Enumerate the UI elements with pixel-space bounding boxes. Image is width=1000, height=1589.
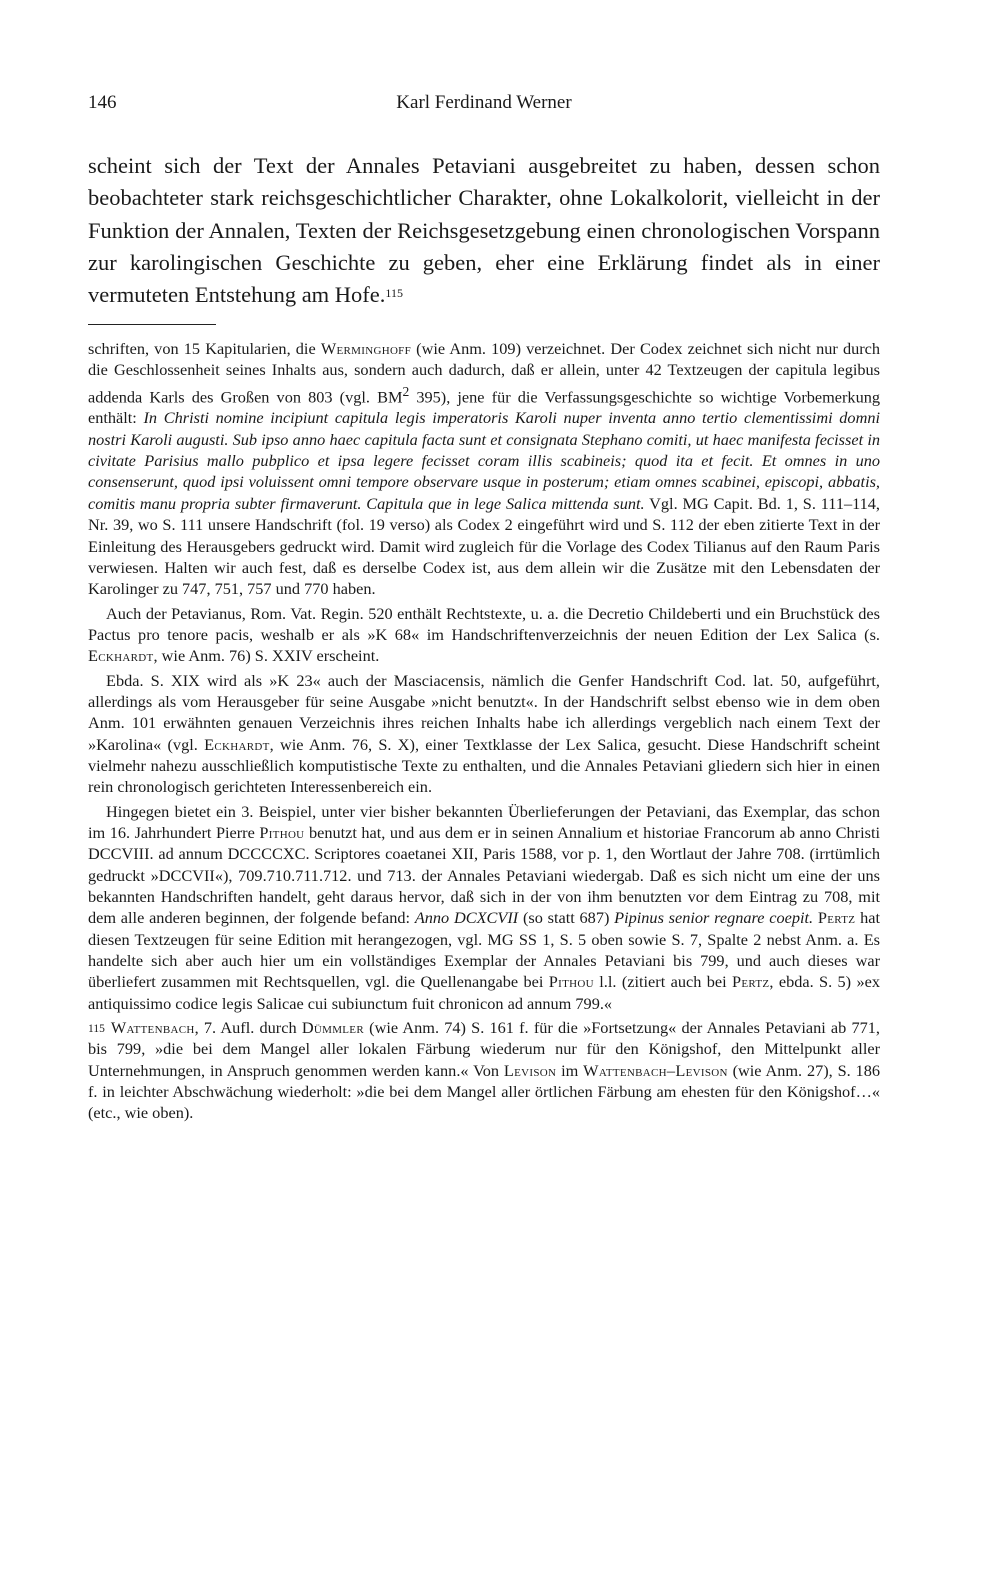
note-text: (wie Anm. 74) S. 161 f. für die »Fortsetzung« der Annales Petaviani ab 771, bis 799, »die bei dem Mangel aller lokalen Färbung wiederum nur für den Königshof, den Mittelpunkt aller Unternehmungen, in Anspruch genommen werden kann.« Von [88, 1018, 881, 1080]
note-text: , wie Anm. 76) S. XXIV erscheint. [153, 646, 380, 666]
note-text: (so statt 687) [518, 908, 615, 928]
author-name: Pithou [548, 972, 594, 992]
main-paragraph [88, 150, 880, 311]
footnote-number: 115 [88, 1023, 105, 1036]
note-paragraph [88, 801, 880, 1014]
note-text: , 7. Aufl. durch [194, 1018, 302, 1038]
footnote-continuation [88, 338, 880, 600]
note-text: Ebda. S. XIX wird als »K 23« auch der Masciacensis, nämlich die Genfer Handschrift Cod. lat. 50, aufgeführt, allerdings als vom Herausgeber für seine Ausgabe »nicht benutzt«. In der Handschrift selbst ebenso wie in dem oben Anm. 101 erwähnten genauen Verzeichnis ihres reichen Inhalts habe ich allerdings vergeblich nach einem Text der »Karolina« (vgl. [88, 670, 880, 754]
note-paragraph [88, 603, 880, 667]
note-text: (wie Anm. 27), S. 186 f. in leichter Abschwächung wiederholt: »die bei dem Mangel aller örtlichen Färbung am ehesten für den Königshof…« (etc., wie oben). [88, 1060, 880, 1123]
running-head: Karl Ferdinand Werner [396, 92, 572, 113]
author-name: Eckhardt [204, 734, 270, 754]
latin-quote: In Christi nomine incipiunt capitula legis imperatoris Karoli nuper inventa anno tertio clementissimi domni nostri Karoli augusti. Sub ipso anno haec capitula facta sunt et consignata Stephano comiti, ut haec manifesta fecisset in civitate Parisius mallo pubplico et ipsa legere fecisset coram illis scabineis; quod ita et fecit. Et omnes in uno consenserunt, quod ipsi voluissent omni tempore observare usque in posterum; etiam omnes scabinei, episcopi, abbatis, comitis manu propria subter firmaverunt. Capitula que in lege Salica mittenda sunt. [88, 408, 880, 513]
author-name: Pithou [259, 822, 305, 842]
author-name: Dümmler [301, 1018, 364, 1038]
note-text: Vgl. MG Capit. Bd. 1, S. 111–114, Nr. 39, wo S. 111 unsere Handschrift (fol. 19 verso) als Codex 2 eingeführt wird und S. 112 der eben zitierte Text in der Einleitung des Herausgebers gedruckt wird. Damit wird zugleich für die Vorlage des Codex Tilianus auf den Raum Paris verwiesen. Halten wir auch fest, daß es derselbe Codex ist, aus dem allein wir die Zusätze mit den Lebensdaten der Karolinger zu 747, 751, 757 und 770 haben. [88, 493, 881, 599]
author-name: Werminghoff [320, 339, 412, 358]
note-text: 395), jene für die Verfassungsgeschichte so wichtige Vorbemerkung enthält: [88, 387, 880, 428]
note-text: , ebda. S. 5) »ex antiquissimo codice legis Salicae cui subiunctum fuit chronicon ad annum 799.« [88, 972, 880, 1013]
main-text: scheint sich der Text der Annales Petaviani ausgebreitet zu haben, dessen schon beobachteter stark reichsgeschichtlicher Charakter, ohne Lokalkolorit, vielleicht in der Funktion der Annalen, Texten der Reichsgesetzgebung einen chronologischen Vorspann zur karolingischen Geschichte zu geben, eher eine Erklärung findet als in einer vermuteten Entstehung am Hofe. [88, 153, 880, 308]
author-name: Wattenbach [110, 1018, 195, 1038]
note-paragraph [88, 670, 880, 798]
page-number: 146 [88, 92, 117, 113]
note-text: im [556, 1060, 584, 1080]
note-text: benutzt hat, und aus dem er in seinen Annalium et historiae Francorum ab anno Christi DCCVIII. ad annum DCCCCXC. Scriptores coaetanei XII, Paris 1588, vor p. 1, den Wortlaut der Jahre 708. (irrtümlich gedruckt »DCCVII«), 709.710.711.712. und 713. der Annales Petaviani wiedergab. Daß es sich nicht um eine der uns bekannten Handschriften handelt, geht daraus hervor, daß sich in der von ihm benutzten vor dem Eintrag zu 708, mit dem alle anderen beginnen, der folgende befand: [88, 822, 880, 928]
note-text: (wie Anm. 109) verzeichnet. Der Codex zeichnet sich nicht nur durch die Geschlossenheit seines Inhalts aus, sondern auch dadurch, daß er allein, unter 42 Textzeugen der capitula legibus addenda Karls des Großen von 803 (vgl. BM [88, 339, 881, 407]
note-text: , wie Anm. 76, S. X), einer Textklasse der Lex Salica, gesucht. Diese Handschrift scheint vielmehr nahezu ausschließlich komputistische Texte zu enthalten, und die Annales Petaviani gliedern sich hier in einen rein chronologisch gerichteten Interessenbereich ein. [88, 734, 880, 797]
note-text: hat diesen Textzeugen für seine Edition mit herangezogen, vgl. MG SS 1, S. 5 oben sowie S. 7, Spalte 2 nebst Anm. a. Es handelte sich aber auch hier um ein vollständiges Exemplar der Annales Petaviani bis 799, und auch dieses war überliefert zusammen mit Rechtsquellen, vgl. die Quellenangabe bei [88, 908, 880, 992]
note-text: Hingegen bietet ein 3. Beispiel, unter vier bisher bekannten Überlieferungen der Petaviani, das Exemplar, das schon im 16. Jahrhundert Pierre [88, 801, 880, 842]
author-name: Eckhardt [88, 646, 154, 666]
author-name: Pertz [817, 908, 856, 928]
edition-superscript: 2 [402, 383, 410, 399]
note-text: l.l. (zitiert auch bei [593, 972, 732, 992]
author-name: Levison [503, 1060, 557, 1080]
footnote-reference[interactable]: 115 [385, 286, 403, 301]
author-name: Wattenbach–Levison [583, 1060, 728, 1080]
footnote-separator [88, 324, 216, 325]
footnote-115 [88, 1017, 880, 1124]
note-text: schriften, von 15 Kapitularien, die [88, 339, 321, 358]
note-text: Auch der Petavianus, Rom. Vat. Regin. 520 enthält Rechtstexte, u. a. die Decretio Childeberti und ein Bruchstück des Pactus pro tenore pacis, weshalb er als »K 68« im Handschriftenverzeichnis der neuen Edition der Lex Salica (s. [88, 603, 880, 644]
page-header [88, 92, 880, 122]
latin-quote: Pipinus senior regnare coepit. [614, 908, 814, 928]
author-name: Pertz [732, 972, 770, 992]
latin-quote: Anno DCXCVII [414, 908, 519, 928]
footnotes [88, 338, 880, 1124]
